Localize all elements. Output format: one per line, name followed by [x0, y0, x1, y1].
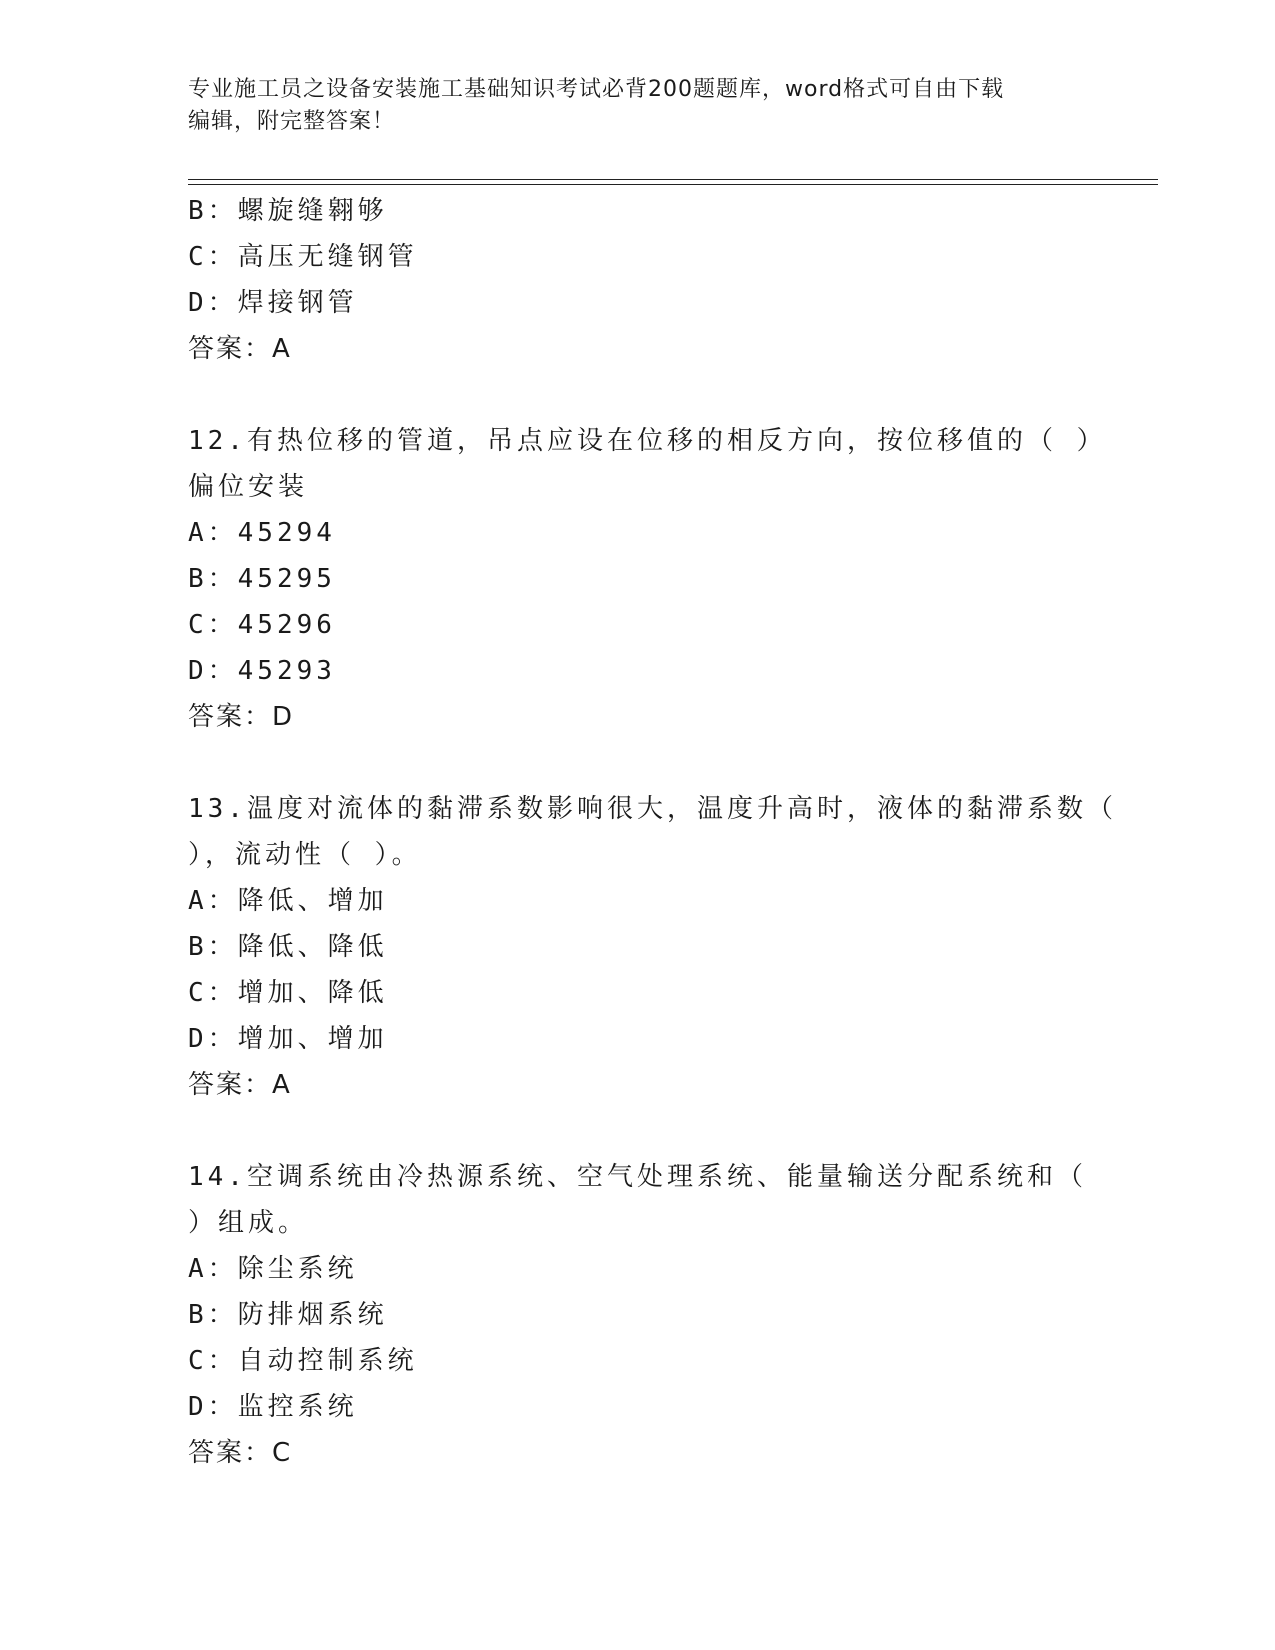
question-12: [188, 418, 1107, 740]
header-divider-top: [188, 179, 1158, 180]
option-d: D：焊接钢管: [188, 288, 358, 318]
header-line-2: 编辑，附完整答案！: [188, 109, 396, 134]
option-b: B：45295: [188, 564, 336, 594]
answer-line: 答案：A: [188, 1070, 292, 1100]
document-header: [188, 74, 1088, 138]
answer-line: 答案：A: [188, 334, 292, 364]
option-b: B：降低、降低: [188, 932, 388, 962]
header-line-1: 专业施工员之设备安装施工基础知识考试必背200题题库，word格式可自由下载: [188, 77, 1005, 102]
question-11-remainder: [188, 188, 1088, 372]
answer-line: 答案：D: [188, 702, 295, 732]
question-stem-cont: 偏位安装: [188, 472, 309, 502]
option-c: C：自动控制系统: [188, 1346, 418, 1376]
question-13: [188, 786, 1117, 1108]
question-stem: 14.空调系统由冷热源系统、空气处理系统、能量输送分配系统和（: [188, 1162, 1087, 1192]
question-stem: 13.温度对流体的黏滞系数影响很大，温度升高时，液体的黏滞系数（: [188, 794, 1117, 824]
question-list: [188, 188, 1117, 1476]
spacer: [188, 1108, 1088, 1154]
option-a: A：降低、增加: [188, 886, 388, 916]
question-14: [188, 1154, 1088, 1476]
answer-line: 答案：C: [188, 1438, 293, 1468]
question-stem-cont: ）组成。: [188, 1208, 309, 1238]
option-a: A：除尘系统: [188, 1254, 358, 1284]
option-c: C：高压无缝钢管: [188, 242, 418, 272]
option-d: D：45293: [188, 656, 336, 686]
option-d: D：增加、增加: [188, 1024, 388, 1054]
question-stem-cont: ），流动性（ ）。: [188, 840, 422, 870]
option-d: D：监控系统: [188, 1392, 358, 1422]
option-a: A：45294: [188, 518, 336, 548]
spacer: [188, 372, 1088, 418]
option-c: C：增加、降低: [188, 978, 388, 1008]
option-b: B：防排烟系统: [188, 1300, 388, 1330]
question-stem: 12.有热位移的管道，吊点应设在位移的相反方向，按位移值的（ ）: [188, 426, 1107, 456]
option-c: C：45296: [188, 610, 336, 640]
header-divider-bottom: [188, 184, 1158, 185]
option-b: B：螺旋缝翱够: [188, 196, 388, 226]
spacer: [188, 740, 1088, 786]
